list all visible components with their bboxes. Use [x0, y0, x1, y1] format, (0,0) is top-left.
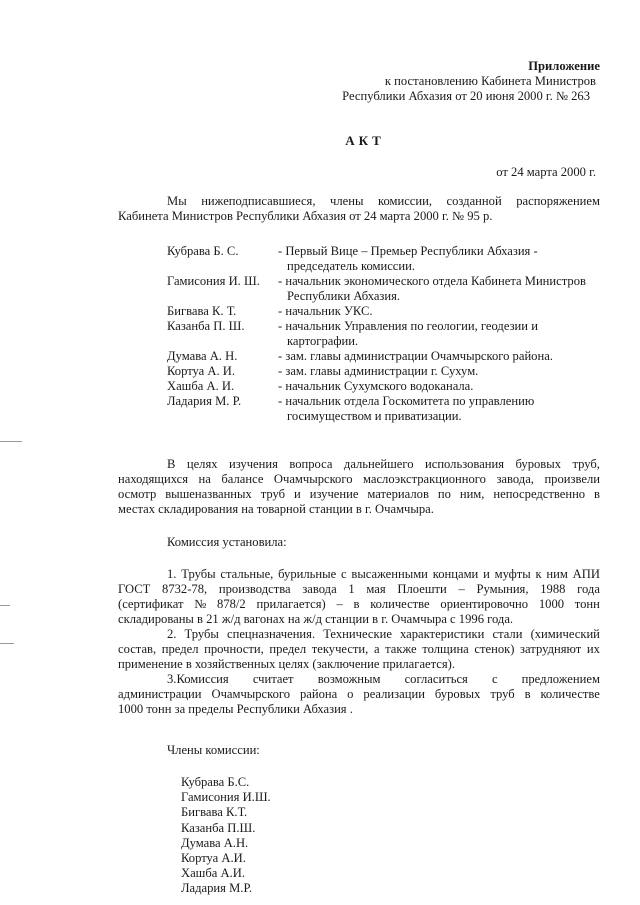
- signer-name: Ладария М.Р.: [181, 881, 253, 896]
- intro-line-2: Кабинета Министров Республики Абхазия от 24 марта 2000 г. № 95 р.: [118, 209, 493, 223]
- finding-3-line-2: [118, 687, 600, 702]
- member-role: - зам. главы администрации г. Сухум.: [278, 364, 479, 378]
- word: (сертификат: [118, 597, 184, 611]
- word: спецназначения.: [226, 627, 316, 641]
- word: в: [524, 687, 531, 701]
- member-role: - начальник УКС.: [278, 304, 373, 318]
- word: 1: [348, 582, 355, 596]
- word: 8732-78,: [162, 582, 208, 596]
- word: №: [194, 597, 207, 611]
- word: изучение: [309, 487, 359, 501]
- word: произвели: [544, 472, 600, 486]
- signer-name: Гамисония И.Ш.: [181, 790, 271, 805]
- word: о: [347, 687, 354, 701]
- word: комиссии,: [377, 194, 433, 208]
- finding-1-line-3: [118, 597, 600, 612]
- word: количестве: [540, 687, 600, 701]
- member-role: - начальник экономического отдела Кабинета Министров: [278, 274, 586, 288]
- word: 1988: [540, 582, 566, 596]
- word: дальнейшего: [343, 457, 414, 471]
- act-date: от 24 марта 2000 г.: [496, 165, 596, 179]
- word: члены: [330, 194, 364, 208]
- word: также: [385, 642, 417, 656]
- act-title: АКТ: [345, 133, 385, 148]
- word: использования: [424, 457, 505, 471]
- word: мая: [366, 582, 386, 596]
- word: количестве: [370, 597, 430, 611]
- scan-mark: [0, 643, 14, 644]
- word: и: [483, 567, 490, 581]
- word: согласиться: [404, 672, 468, 686]
- word: созданной: [446, 194, 502, 208]
- word: буровых: [515, 457, 562, 471]
- word: а: [373, 642, 380, 656]
- word: состав,: [118, 642, 157, 656]
- scan-mark: [0, 605, 10, 606]
- signer-name: Кубрава Б.С.: [181, 775, 250, 789]
- word: (химический: [530, 627, 600, 641]
- word: толщина: [422, 642, 469, 656]
- finding-2-line-2: [118, 642, 600, 657]
- commission-found-heading: Комиссия установила:: [167, 535, 287, 549]
- finding-1-line-4: складированы в 21 ж/д вагонах на ж/д станции в г. Очамчыра с 1996 года.: [118, 612, 514, 626]
- word: материалов: [367, 487, 429, 501]
- word: В: [167, 457, 176, 471]
- word: предел: [269, 642, 307, 656]
- finding-2-line-3: применение в хозяйственных целях (заключение прилагается).: [118, 657, 455, 671]
- word: вопроса: [289, 457, 333, 471]
- signer-name: Хашба А.И.: [181, 866, 246, 881]
- word: нижеподписавшиеся,: [201, 194, 316, 208]
- word: производства: [218, 582, 291, 596]
- member-role: председатель комиссии.: [287, 259, 416, 273]
- word: в: [594, 487, 600, 501]
- word: стали: [492, 627, 523, 641]
- signatures-title: Члены комиссии:: [167, 743, 260, 757]
- word: возможным: [317, 672, 381, 686]
- word: муфты: [494, 567, 531, 581]
- word: предел: [161, 642, 199, 656]
- word: балансе: [221, 472, 264, 486]
- word: ориентировочно: [440, 597, 529, 611]
- word: вышеназванных: [165, 487, 252, 501]
- intro-line-1: [167, 194, 600, 209]
- word: Очамчырского: [273, 472, 353, 486]
- finding-1-line-2: [118, 582, 600, 597]
- word: года: [577, 582, 600, 596]
- word: 3.Комиссия: [167, 672, 229, 686]
- word: Трубы: [181, 567, 216, 581]
- member-role: - начальник Сухумского водоканала.: [278, 379, 474, 393]
- word: на: [198, 472, 211, 486]
- word: реализации: [363, 687, 425, 701]
- finding-2-line-1: [167, 627, 600, 642]
- word: их: [586, 642, 600, 656]
- word: прилагается): [256, 597, 326, 611]
- word: непосредственно: [493, 487, 586, 501]
- word: концами: [432, 567, 479, 581]
- word: –: [458, 582, 465, 596]
- appendix-line-2: к постановлению Кабинета Министров: [384, 74, 596, 88]
- word: завода: [302, 582, 337, 596]
- finding-1-line-1: [167, 567, 600, 582]
- signer-name: Думава А.Н.: [181, 835, 249, 850]
- word: тонн: [574, 597, 600, 611]
- word: труб: [260, 487, 286, 501]
- word: в: [353, 597, 360, 611]
- word: труб,: [572, 457, 600, 471]
- appendix-line-3: Республики Абхазия от 20 июня 2000 г. № 263: [342, 89, 590, 103]
- word: с: [491, 672, 498, 686]
- signer-name: Казанба П.Ш.: [181, 820, 256, 835]
- word: ним: [546, 567, 568, 581]
- word: по: [437, 487, 451, 501]
- signer-name: Бигвава К.Т.: [181, 805, 248, 820]
- word: распоряжением: [516, 194, 600, 208]
- word: ГОСТ: [118, 582, 151, 596]
- word: Румыния,: [476, 582, 529, 596]
- appendix-title: Приложение: [528, 59, 600, 73]
- member-name: Бигвава К. Т.: [167, 304, 237, 318]
- member-name: Думава А. Н.: [167, 349, 238, 363]
- word: бурильные: [278, 567, 337, 581]
- word: труб: [490, 687, 515, 701]
- word: Плоешти: [397, 582, 447, 596]
- word: –: [336, 597, 343, 611]
- word: прочности,: [204, 642, 264, 656]
- word: характеристики: [400, 627, 485, 641]
- word: стальные,: [220, 567, 274, 581]
- member-role: - Первый Вице – Премьер Республики Абхазия -: [278, 244, 538, 258]
- signer-name: Кортуа А.И.: [181, 851, 246, 865]
- word: осмотр: [118, 487, 157, 501]
- word: к: [535, 567, 542, 581]
- member-name: Кубрава Б. С.: [167, 244, 239, 258]
- member-name: Ладария М. Р.: [167, 394, 242, 408]
- word: затрудняют: [520, 642, 582, 656]
- word: ним,: [459, 487, 485, 501]
- finding-3-line-1: [167, 672, 600, 687]
- member-name: Хашба А. И.: [167, 379, 235, 393]
- word: Очамчырского: [211, 687, 291, 701]
- scan-mark: [0, 441, 22, 442]
- word: стенок): [474, 642, 515, 656]
- word: считает: [252, 672, 294, 686]
- word: с: [341, 567, 347, 581]
- member-name: Кортуа А. И.: [167, 364, 236, 378]
- word: изучения: [228, 457, 278, 471]
- member-name: Гамисония И. Ш.: [167, 274, 260, 288]
- word: администрации: [118, 687, 202, 701]
- member-name: Казанба П. Ш.: [167, 319, 245, 333]
- word: текучести,: [311, 642, 369, 656]
- word: 2.: [167, 627, 177, 641]
- purpose-line-3: [118, 487, 600, 502]
- member-role: картографии.: [287, 334, 359, 348]
- word: АПИ: [572, 567, 600, 581]
- finding-3-line-3: 1000 тонн за пределы Республики Абхазия .: [118, 702, 353, 716]
- purpose-line-2: [118, 472, 600, 487]
- word: Трубы: [184, 627, 219, 641]
- member-role: - зам. главы администрации Очамчырского района.: [278, 349, 553, 363]
- member-role: Республики Абхазия.: [287, 289, 401, 303]
- purpose-line-4: местах складирования на товарной станции в г. Очамчыра.: [118, 502, 434, 516]
- word: района: [299, 687, 338, 701]
- word: завода,: [496, 472, 534, 486]
- word: высаженными: [351, 567, 428, 581]
- word: целях: [186, 457, 218, 471]
- member-role: - начальник отдела Госкомитета по управлению: [278, 394, 535, 408]
- word: 878/2: [217, 597, 246, 611]
- purpose-line-1: [167, 457, 600, 472]
- word: Технические: [323, 627, 392, 641]
- word: находящихся: [118, 472, 189, 486]
- word: буровых: [434, 687, 481, 701]
- word: 1000: [538, 597, 565, 611]
- word: предложением: [521, 672, 600, 686]
- member-role: госимуществом и приватизации.: [287, 409, 462, 423]
- word: 1.: [167, 567, 177, 581]
- word: и: [294, 487, 301, 501]
- word: Мы: [167, 194, 187, 208]
- member-role: - начальник Управления по геологии, геодезии и: [278, 319, 538, 333]
- word: маслоэкстракционного: [362, 472, 486, 486]
